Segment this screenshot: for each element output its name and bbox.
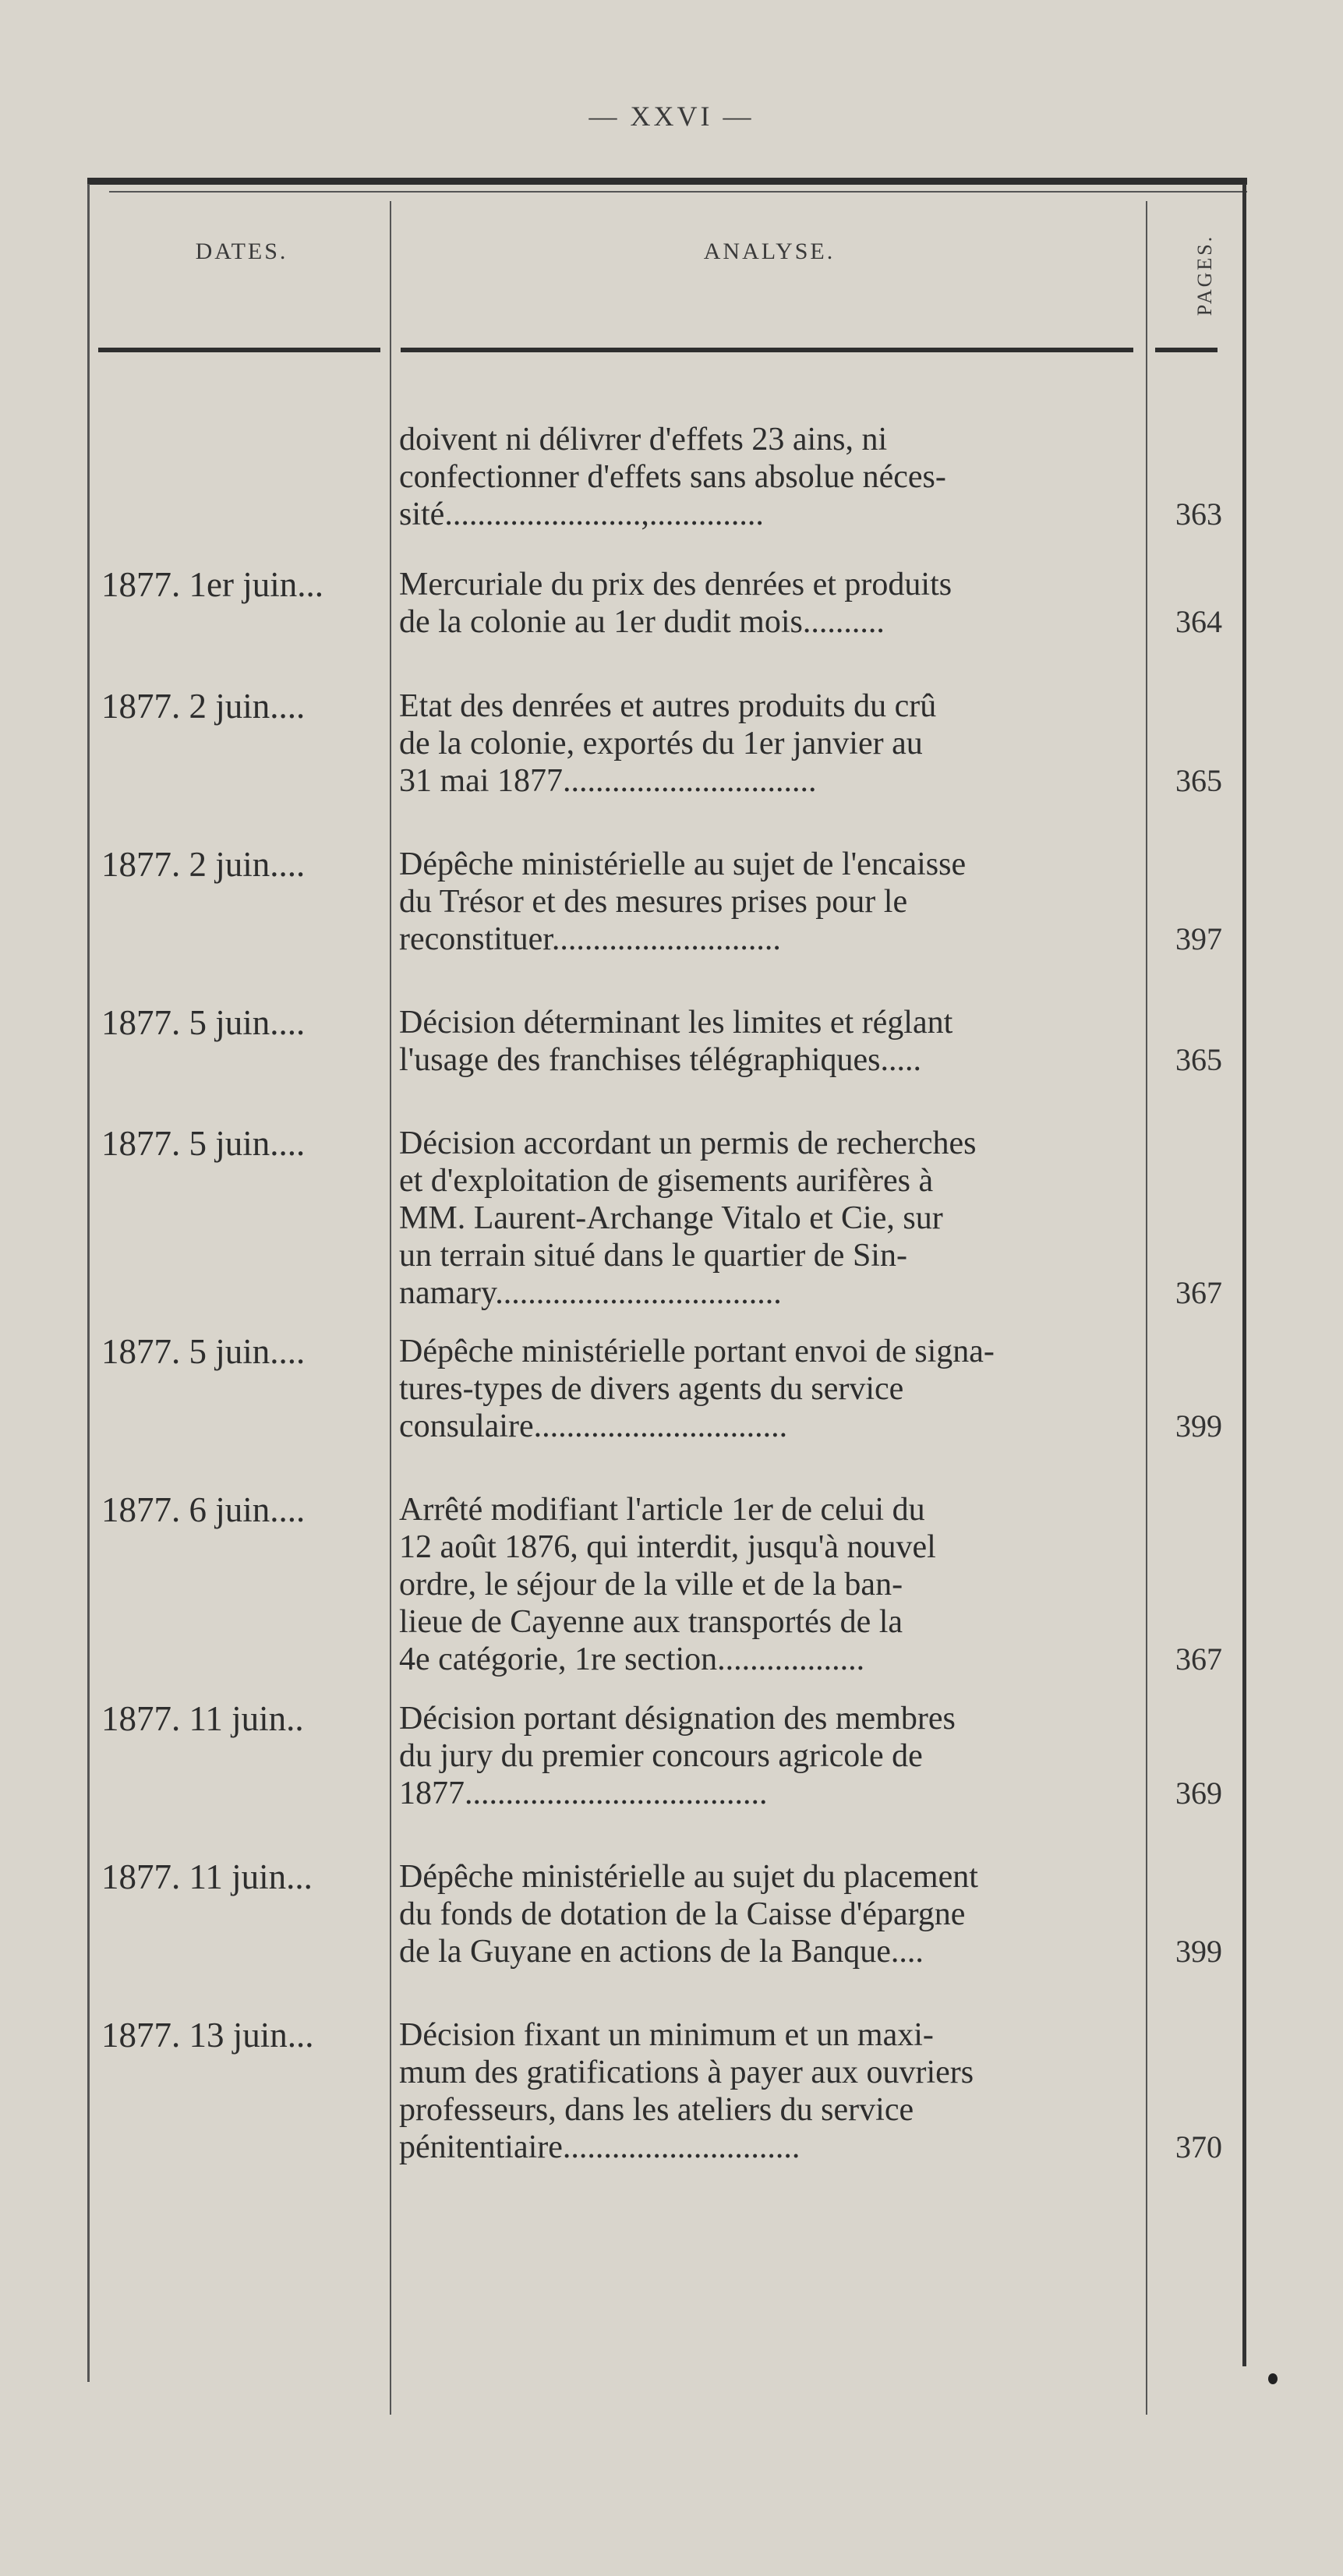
analysis-line: ordre, le séjour de la ville et de la ban- xyxy=(399,1567,903,1602)
entry-page-number: 365 xyxy=(1175,763,1222,798)
entry-page-number: 399 xyxy=(1175,1934,1222,1969)
entry-page-number: 364 xyxy=(1175,604,1222,639)
analysis-line: pénitentiaire............................. xyxy=(399,2129,800,2165)
analysis-line: de la colonie, exportés du 1er janvier au xyxy=(399,726,923,761)
analysis-line: reconstituer............................ xyxy=(399,921,781,957)
entry-analysis xyxy=(399,2016,1140,2166)
analysis-line: Dépêche ministérielle portant envoi de signa- xyxy=(399,1334,995,1369)
column-divider-pages xyxy=(1146,201,1147,2415)
table-top-rule-thin xyxy=(109,191,1247,193)
analysis-line: 12 août 1876, qui interdit, jusqu'à nouvel xyxy=(399,1529,936,1565)
entry-analysis xyxy=(399,1491,1140,1678)
analysis-line: tures-types de divers agents du service xyxy=(399,1371,904,1407)
entry-page-number: 365 xyxy=(1175,1042,1222,1077)
analysis-line: doivent ni délivrer d'effets 23 ains, ni xyxy=(399,422,888,458)
page-mark xyxy=(1268,2373,1278,2384)
entry-analysis xyxy=(399,1700,1140,1812)
analysis-line: lieue de Cayenne aux transportés de la xyxy=(399,1604,903,1640)
analysis-line: du jury du premier concours agricole de xyxy=(399,1738,923,1774)
analysis-line: de la colonie au 1er dudit mois.......... xyxy=(399,604,885,640)
header-underline-analysis xyxy=(401,348,1133,352)
table-right-border xyxy=(1242,184,1246,2366)
entry-analysis xyxy=(399,1858,1140,1970)
analysis-line: du fonds de dotation de la Caisse d'épargne xyxy=(399,1896,966,1932)
entry-analysis xyxy=(399,1333,1140,1445)
analysis-line: Décision portant désignation des membres xyxy=(399,1701,956,1737)
analysis-line: confectionner d'effets sans absolue néces- xyxy=(399,459,946,495)
analysis-line: 4e catégorie, 1re section.................. xyxy=(399,1641,865,1677)
analysis-line: mum des gratifications à payer aux ouvriers xyxy=(399,2055,974,2090)
entry-analysis xyxy=(399,421,1140,533)
page-header: — XXVI — xyxy=(588,101,755,132)
column-divider-dates xyxy=(390,201,391,2415)
header-underline-dates xyxy=(98,348,380,352)
analysis-line: un terrain situé dans le quartier de Sin- xyxy=(399,1238,907,1274)
entry-page-number: 370 xyxy=(1175,2129,1222,2164)
analysis-line: Décision accordant un permis de recherches xyxy=(399,1125,977,1161)
analysis-line: consulaire............................... xyxy=(399,1408,788,1444)
table-top-rule xyxy=(87,178,1247,185)
analysis-line: du Trésor et des mesures prises pour le xyxy=(399,884,908,920)
entry-date: 1877. 11 juin.. xyxy=(101,1699,304,1738)
analysis-line: 31 mai 1877............................... xyxy=(399,763,817,799)
column-header-dates: DATES. xyxy=(195,239,288,264)
analysis-line: MM. Laurent-Archange Vitalo et Cie, sur xyxy=(399,1200,943,1236)
analysis-line: Dépêche ministérielle au sujet de l'encaisse xyxy=(399,846,967,882)
entry-date: 1877. 13 juin... xyxy=(101,2016,314,2055)
table-left-border xyxy=(87,184,90,2382)
entry-date: 1877. 11 juin... xyxy=(101,1857,313,1896)
entry-date: 1877. 5 juin.... xyxy=(101,1003,306,1042)
entry-date: 1877. 6 juin.... xyxy=(101,1490,306,1529)
entry-page-number: 399 xyxy=(1175,1408,1222,1443)
entry-date: 1877. 2 juin.... xyxy=(101,845,306,884)
analysis-line: Dépêche ministérielle au sujet du placement xyxy=(399,1859,978,1895)
analysis-line: Mercuriale du prix des denrées et produits xyxy=(399,567,952,602)
analysis-line: professeurs, dans les ateliers du service xyxy=(399,2092,914,2128)
entry-page-number: 367 xyxy=(1175,1275,1222,1310)
entry-analysis xyxy=(399,846,1140,958)
entry-analysis xyxy=(399,1125,1140,1312)
analysis-line: l'usage des franchises télégraphiques..... xyxy=(399,1042,922,1078)
entry-page-number: 363 xyxy=(1175,496,1222,532)
entry-page-number: 397 xyxy=(1175,921,1222,956)
analysis-line: Arrêté modifiant l'article 1er de celui du xyxy=(399,1492,925,1528)
entry-page-number: 369 xyxy=(1175,1776,1222,1811)
entry-analysis xyxy=(399,566,1140,641)
analysis-line: namary................................... xyxy=(399,1275,782,1311)
entry-date: 1877. 5 juin.... xyxy=(101,1124,306,1163)
analysis-line: sité........................,.............. xyxy=(399,496,764,532)
entry-page-number: 367 xyxy=(1175,1641,1222,1677)
entry-date: 1877. 5 juin.... xyxy=(101,1332,306,1371)
analysis-line: Etat des denrées et autres produits du crû xyxy=(399,688,937,724)
column-header-pages-label: PAGES. xyxy=(1193,234,1216,316)
entry-analysis xyxy=(399,687,1140,800)
entry-date: 1877. 1er juin... xyxy=(101,565,323,604)
column-header-analysis: ANALYSE. xyxy=(703,239,836,264)
analysis-line: Décision déterminant les limites et réglant xyxy=(399,1005,953,1041)
header-underline-pages xyxy=(1155,348,1218,352)
analysis-line: 1877..................................... xyxy=(399,1776,768,1811)
analysis-line: Décision fixant un minimum et un maxi- xyxy=(399,2017,934,2053)
entry-date: 1877. 2 juin.... xyxy=(101,687,306,726)
entry-analysis xyxy=(399,1004,1140,1079)
analysis-line: et d'exploitation de gisements aurifères à xyxy=(399,1163,934,1199)
analysis-line: de la Guyane en actions de la Banque.... xyxy=(399,1934,924,1970)
column-header-pages xyxy=(1182,209,1228,341)
